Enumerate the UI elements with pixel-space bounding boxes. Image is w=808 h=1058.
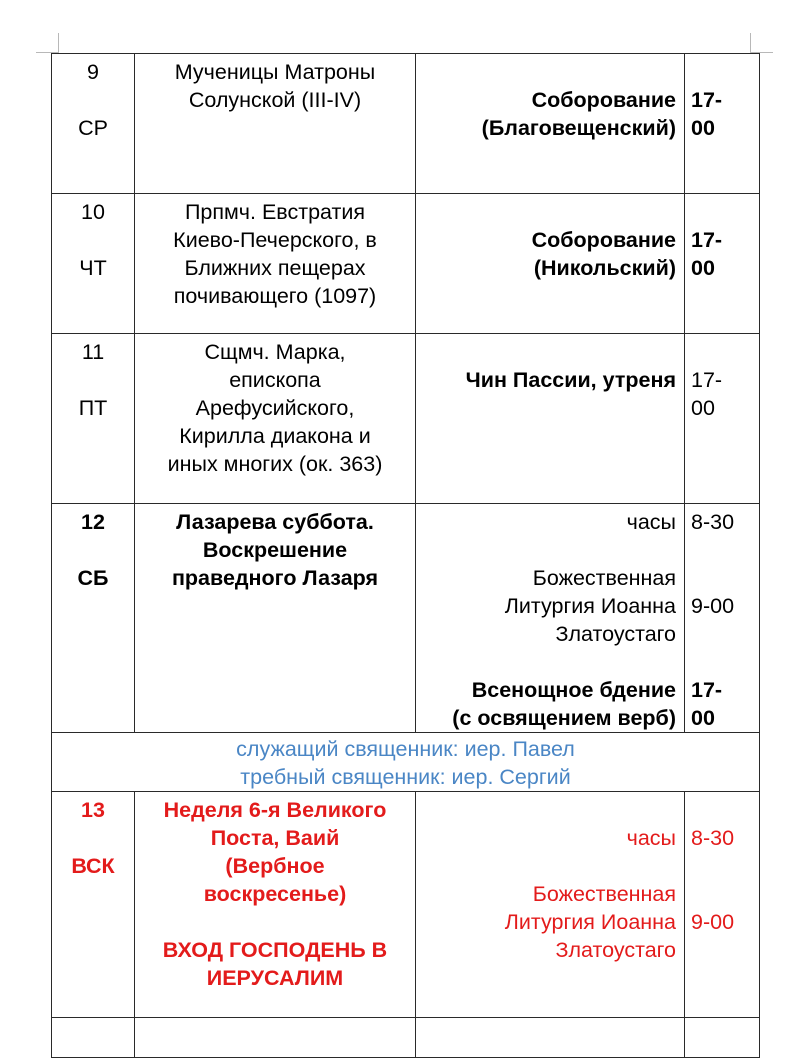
time-line: 00 (691, 706, 715, 730)
time-cell (685, 334, 760, 504)
commemoration-line: Неделя 6-я Великого (163, 798, 387, 822)
service-cell (416, 194, 685, 334)
commemoration-line: Сщмч. Марка, (204, 340, 346, 364)
service-line: (Никольский) (533, 256, 676, 280)
service-line: (с освящением верб) (452, 706, 676, 730)
commemoration-line: Поста, Ваий (210, 826, 340, 850)
commemoration-line: Арефусийского, (195, 396, 355, 420)
commemoration-line: почивающего (1097) (173, 284, 377, 308)
table-row (52, 792, 760, 1018)
table-row (52, 504, 760, 733)
commemoration-cell (135, 54, 416, 194)
time-line: 8-30 (691, 826, 735, 850)
time-line: 8-30 (691, 510, 735, 534)
clergy-note-row (52, 733, 760, 792)
serving-priest: служащий священник: иер. Павел (236, 737, 575, 761)
service-line: Златоустаго (555, 622, 676, 646)
weekday: ВСК (71, 854, 115, 878)
service-cell (416, 504, 685, 733)
time-line: 00 (691, 396, 715, 420)
time-cell (685, 54, 760, 194)
service-line: Литургия Иоанна (504, 594, 676, 618)
feast-title-line: ИЕРУСАЛИМ (206, 966, 344, 990)
day-number: 12 (81, 510, 105, 534)
weekday: ЧТ (79, 256, 107, 280)
weekday: ПТ (78, 396, 108, 420)
commemoration-line: Мученицы Матроны (174, 60, 376, 84)
service-line: Соборование (531, 228, 676, 252)
time-line: 17- (691, 678, 723, 702)
service-line: Соборование (531, 88, 676, 112)
service-cell (416, 54, 685, 194)
weekday: СБ (77, 566, 109, 590)
service-line: часы (626, 826, 676, 850)
commemoration-cell (135, 792, 416, 1018)
commemoration-line: праведного Лазаря (171, 566, 379, 590)
time-line: 17- (691, 88, 723, 112)
time-line: 9-00 (691, 910, 735, 934)
commemoration-line: Кирилла диакона и (179, 424, 371, 448)
commemoration-line: Ближних пещерах (184, 256, 366, 280)
commemoration-line: Киево-Печерского, в (173, 228, 377, 252)
commemoration-line: воскресенье) (203, 882, 347, 906)
clergy-note (52, 733, 760, 792)
day-number: 11 (81, 340, 105, 364)
table-row (52, 194, 760, 334)
service-line: Литургия Иоанна (504, 910, 676, 934)
service-line: Божественная (532, 882, 676, 906)
margin-mark-right (750, 33, 751, 53)
service-line: (Благовещенский) (481, 116, 676, 140)
weekday: СР (78, 116, 108, 140)
service-line: часы (626, 510, 676, 534)
date-cell (52, 334, 135, 504)
margin-mark-left (58, 33, 59, 53)
commemoration-line: иных многих (ок. 363) (167, 452, 383, 476)
commemoration-line: Солунской (III-IV) (188, 88, 362, 112)
day-number: 10 (81, 200, 105, 224)
table-row (52, 334, 760, 504)
time-line: 17- (691, 368, 723, 392)
day-number: 13 (81, 798, 105, 822)
commemoration-line: (Вербное (225, 854, 325, 878)
treb-priest: требный священник: иер. Сергий (240, 765, 571, 789)
feast-title-line: ВХОД ГОСПОДЕНЬ В (162, 938, 388, 962)
commemoration-cell (135, 194, 416, 334)
commemoration-line: Воскрешение (202, 538, 348, 562)
table-row (52, 54, 760, 194)
service-line: Божественная (532, 566, 676, 590)
date-cell (52, 194, 135, 334)
service-cell (416, 792, 685, 1018)
time-line: 9-00 (691, 594, 735, 618)
day-number: 9 (87, 60, 99, 84)
service-line: Златоустаго (555, 938, 676, 962)
date-cell (52, 504, 135, 733)
service-line: Чин Пассии, утреня (465, 368, 676, 392)
commemoration-line: Прпмч. Евстратия (184, 200, 366, 224)
time-line: 17- (691, 228, 723, 252)
service-cell (416, 334, 685, 504)
date-cell (52, 792, 135, 1018)
time-cell (685, 194, 760, 334)
commemoration-cell (135, 334, 416, 504)
commemoration-line: епископа (229, 368, 321, 392)
time-cell (685, 504, 760, 733)
commemoration-cell (135, 504, 416, 733)
time-cell (685, 792, 760, 1018)
commemoration-line: Лазарева суббота. (176, 510, 374, 534)
time-line: 00 (691, 256, 715, 280)
schedule-table (51, 53, 760, 1058)
service-line: Всенощное бдение (471, 678, 676, 702)
time-line: 00 (691, 116, 715, 140)
date-cell (52, 54, 135, 194)
